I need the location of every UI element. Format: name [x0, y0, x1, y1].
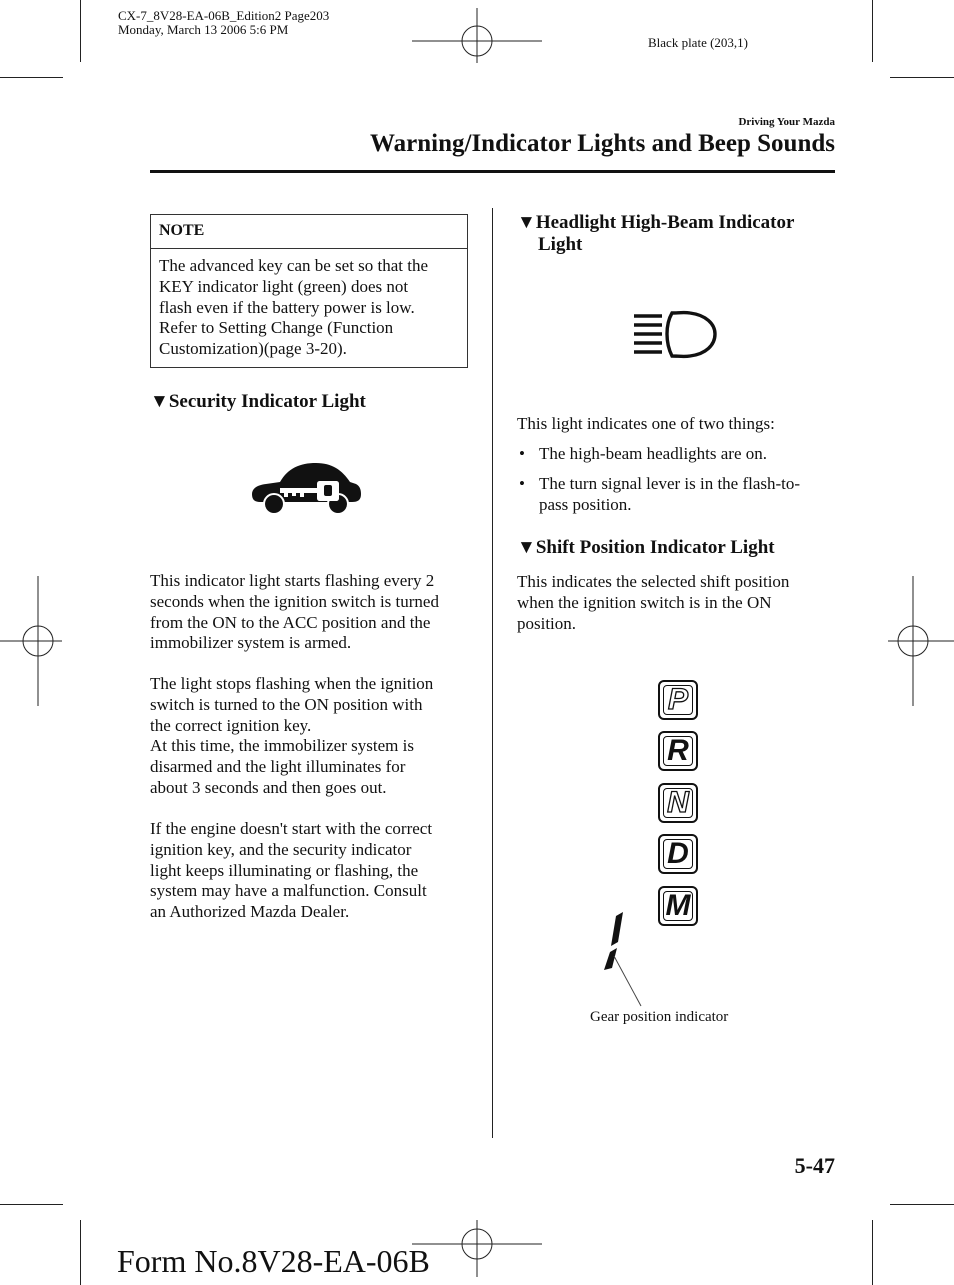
security-paragraph-1 — [150, 571, 480, 654]
page-title: Warning/Indicator Lights and Beep Sounds — [370, 130, 835, 157]
bullet-text: The turn signal lever is in the flash-to- — [539, 473, 801, 493]
highbeam-heading — [517, 212, 794, 256]
security-heading — [150, 391, 366, 413]
note-body — [159, 256, 463, 360]
text-line: from the ON to the ACC position and the — [150, 612, 431, 632]
gear-letter: N — [667, 786, 689, 819]
high-beam-icon — [630, 310, 720, 360]
text-line: At this time, the immobilizer system is — [150, 736, 414, 756]
text-line: ignition key, and the security indicator — [150, 839, 412, 859]
bullet-text: pass position. — [539, 494, 632, 514]
note-line: flash even if the battery power is low. — [159, 297, 415, 317]
security-paragraph-3 — [150, 819, 480, 923]
page-number: 5-47 — [794, 1153, 835, 1178]
print-date-line: Monday, March 13 2006 5:6 PM — [118, 22, 289, 37]
form-number: Form No.8V28-EA-06B — [117, 1243, 430, 1279]
gear-letter: D — [667, 837, 689, 870]
gear-d-indicator — [658, 834, 698, 874]
security-heading-text: Security Indicator Light — [168, 391, 366, 412]
gear-n-indicator — [658, 783, 698, 823]
text-line: immobilizer system is armed. — [150, 633, 352, 653]
text-line: If the engine doesn't start with the correct — [150, 819, 433, 838]
note-line: Refer to Setting Change (Function — [159, 318, 394, 338]
text-line: about 3 seconds and then goes out. — [150, 777, 387, 797]
highbeam-heading-line: Light — [538, 234, 583, 255]
section-name: Driving Your Mazda — [738, 116, 835, 128]
gear-r-indicator — [658, 731, 698, 771]
bullet-icon: • — [519, 473, 525, 493]
text-line: This indicator light starts flashing every 2 — [150, 571, 435, 590]
note-box — [150, 214, 468, 368]
gear-letter: M — [665, 889, 691, 922]
triangle-marker-icon: ▼ — [517, 537, 536, 558]
shift-heading — [517, 537, 775, 559]
bullet-text: The high-beam headlights are on. — [539, 444, 768, 463]
text-line: system may have a malfunction. Consult — [150, 881, 427, 901]
triangle-marker-icon: ▼ — [517, 212, 536, 233]
text-line: switch is turned to the ON position with — [150, 694, 423, 714]
triangle-marker-icon: ▼ — [150, 391, 169, 412]
title-rule — [150, 170, 835, 173]
highbeam-intro: This light indicates one of two things: — [517, 414, 775, 433]
column-divider — [492, 208, 493, 1138]
highbeam-bullets — [517, 444, 837, 524]
highbeam-heading-line: Headlight High-Beam Indicator — [535, 212, 795, 233]
note-title: NOTE — [151, 215, 467, 249]
text-line: an Authorized Mazda Dealer. — [150, 902, 350, 922]
text-line: position. — [517, 613, 577, 633]
gear-m-indicator — [658, 886, 698, 926]
security-car-key-icon — [248, 460, 364, 518]
shift-paragraph — [517, 572, 837, 634]
list-item — [517, 444, 837, 465]
black-plate-label: Black plate (203,1) — [648, 35, 748, 50]
text-line: light keeps illuminating or flashing, the — [150, 860, 419, 880]
gear-letter: P — [667, 683, 688, 716]
note-line: KEY indicator light (green) does not — [159, 276, 409, 296]
print-file-line: CX-7_8V28-EA-06B_Edition2 Page203 — [118, 8, 330, 23]
text-line: the correct ignition key. — [150, 715, 312, 735]
gear-p-indicator — [658, 680, 698, 720]
text-line: seconds when the ignition switch is turned — [150, 591, 439, 611]
list-item — [517, 474, 837, 516]
bullet-icon: • — [519, 444, 525, 463]
note-line: Customization)(page 3-20). — [159, 339, 347, 359]
text-line: when the ignition switch is in the ON — [517, 592, 772, 612]
gear-position-caption: Gear position indicator — [590, 1009, 729, 1025]
note-line: The advanced key can be set so that the — [159, 256, 429, 275]
gear-position-segment-icon — [596, 908, 656, 1014]
gear-letter: R — [667, 734, 689, 767]
security-paragraph-2 — [150, 674, 480, 799]
text-line: disarmed and the light illuminates for — [150, 757, 406, 777]
text-line: The light stops flashing when the ignition — [150, 674, 434, 693]
text-line: This indicates the selected shift position — [517, 572, 790, 591]
shift-heading-text: Shift Position Indicator Light — [535, 537, 775, 558]
